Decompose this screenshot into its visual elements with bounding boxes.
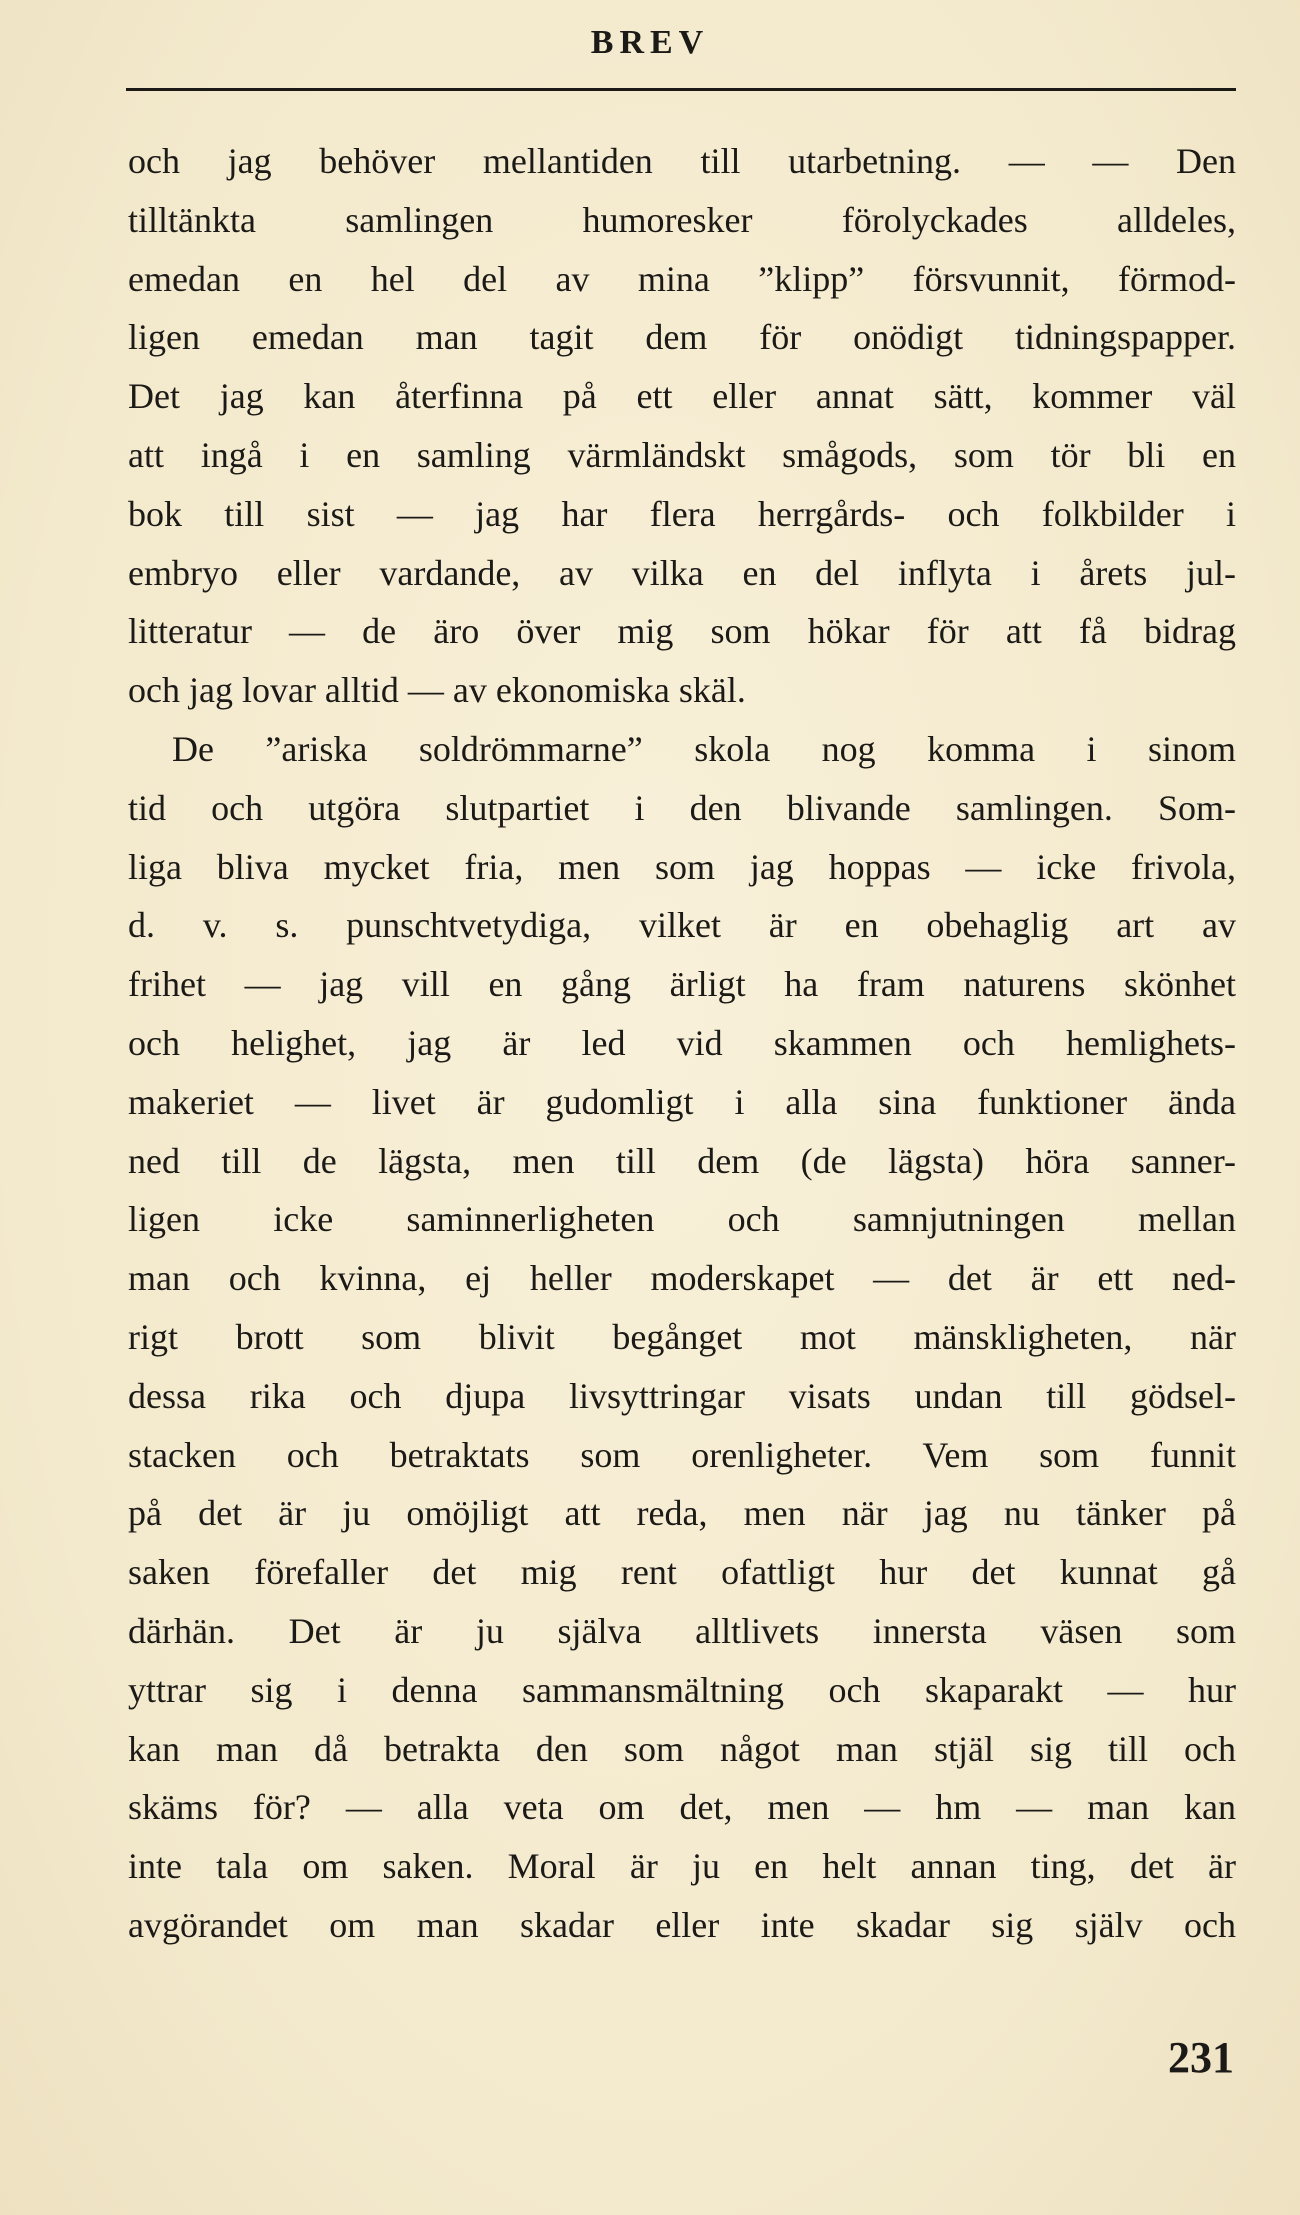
- text-line: tid och utgöra slutpartiet i den blivande samlingen. Som-: [128, 787, 1236, 828]
- text-line: emedan en hel del av mina ”klipp” försvunnit, förmod-: [128, 258, 1236, 299]
- text-line: rigt brott som blivit begånget mot mänskligheten, när: [128, 1316, 1236, 1357]
- running-head: BREV: [590, 24, 710, 61]
- header-rule: [126, 88, 1236, 91]
- text-line: frihet — jag vill en gång ärligt ha fram naturens skönhet: [128, 964, 1236, 1005]
- text-line: ned till de lägsta, men till dem (de lägsta) höra sanner-: [128, 1140, 1236, 1181]
- text-line: bok till sist — jag har flera herrgårds- och folkbilder i: [128, 493, 1236, 534]
- text-line: på det är ju omöjligt att reda, men när jag nu tänker på: [128, 1493, 1236, 1534]
- text-line: ligen emedan man tagit dem för onödigt tidningspapper.: [128, 317, 1236, 358]
- page-number: 231: [1168, 2033, 1234, 2082]
- text-line: stacken och betraktats som orenligheter. Vem som funnit: [128, 1434, 1236, 1475]
- text-line: saken förefaller det mig rent ofattligt hur det kunnat gå: [128, 1552, 1236, 1593]
- text-line: inte tala om saken. Moral är ju en helt annan ting, det är: [128, 1846, 1236, 1887]
- text-line: d. v. s. punschtvetydiga, vilket är en obehaglig art av: [128, 905, 1236, 946]
- text-line: makeriet — livet är gudomligt i alla sina funktioner ända: [128, 1081, 1236, 1122]
- text-line: dessa rika och djupa livsyttringar visats undan till gödsel-: [128, 1375, 1236, 1416]
- text-line: litteratur — de äro över mig som hökar för att få bidrag: [128, 611, 1236, 652]
- body-text: [128, 132, 1236, 1955]
- text-line: Det jag kan återfinna på ett eller annat sätt, kommer väl: [128, 376, 1236, 417]
- text-line: yttrar sig i denna sammansmältning och skaparakt — hur: [128, 1669, 1236, 1710]
- text-line: därhän. Det är ju själva alltlivets innersta väsen som: [128, 1610, 1236, 1651]
- text-line: liga bliva mycket fria, men som jag hoppas — icke frivola,: [128, 846, 1236, 887]
- text-line: man och kvinna, ej heller moderskapet — det är ett ned-: [128, 1258, 1236, 1299]
- text-line: kan man då betrakta den som något man stjäl sig till och: [128, 1728, 1236, 1769]
- text-line: och helighet, jag är led vid skammen och hemlighets-: [128, 1022, 1236, 1063]
- text-line: skäms för? — alla veta om det, men — hm — man kan: [128, 1787, 1236, 1828]
- text-line: och jag behöver mellantiden till utarbetning. — — Den: [128, 141, 1236, 181]
- text-line: embryo eller vardande, av vilka en del inflyta i årets jul-: [128, 552, 1236, 593]
- paragraph-first-line: De ”ariska soldrömmarne” skola nog komma i sinom: [172, 728, 1236, 769]
- text-line: att ingå i en samling värmländskt smågods, som tör bli en: [128, 434, 1236, 475]
- text-line: och jag lovar alltid — av ekonomiska skäl.: [128, 670, 746, 711]
- text-line: ligen icke saminnerligheten och samnjutningen mellan: [128, 1199, 1236, 1240]
- text-line: tilltänkta samlingen humoresker förolyckades alldeles,: [128, 199, 1236, 240]
- text-line: avgörandet om man skadar eller inte skadar sig själv och: [128, 1904, 1236, 1945]
